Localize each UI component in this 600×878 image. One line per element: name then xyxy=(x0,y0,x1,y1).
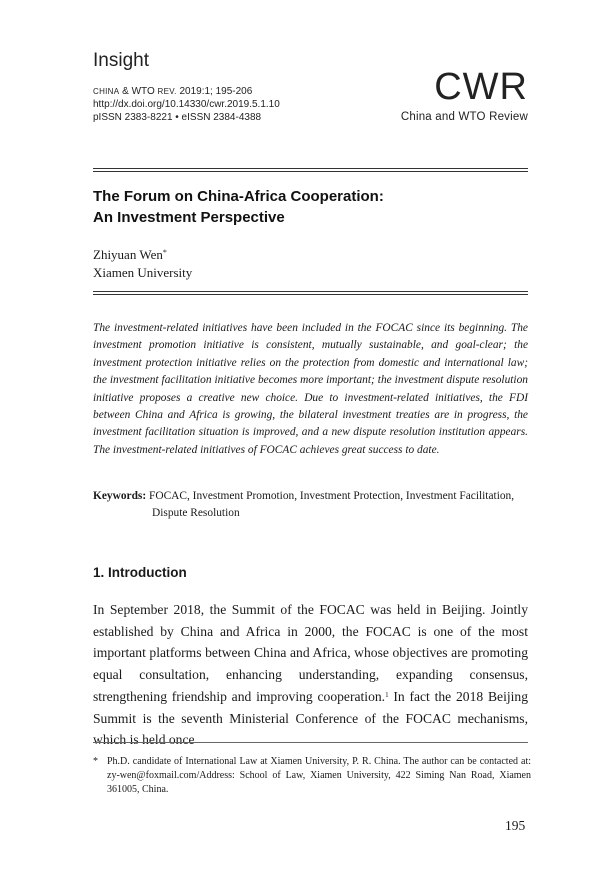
introduction-paragraph xyxy=(93,599,528,751)
journal-mid: & WTO xyxy=(119,86,158,97)
journal-issue-line xyxy=(93,85,280,98)
title-line-1: The Forum on China-Africa Cooperation: xyxy=(93,188,384,205)
abstract: The investment-related initiatives have been included in the FOCAC since its beginning. The investment promotion initiative is consistent, mutually sustainable, and goal-clear; the investment protection initiative relies on the protection from domestic and international law; the investment facilitation initiative becomes more important; the investment dispute resolution initiative proposes a creative new choice. Due to investment-related initiatives, the FDI between China and Africa is growing, the bilateral investment treaties are in progress, the investment facilitation situation is improved, and a new dispute resolution institution appears. The investment-related initiatives of FOCAC achieves great success to date. xyxy=(93,322,528,456)
keywords xyxy=(93,488,533,523)
journal-abbrev-1: CHINA xyxy=(93,87,120,96)
issn-line: pISSN 2383-8221 • eISSN 2384-4388 xyxy=(93,112,262,123)
journal-abbrev-2: REV. xyxy=(157,87,177,96)
article-title xyxy=(93,186,528,228)
author-block xyxy=(93,246,192,282)
top-double-rule xyxy=(93,168,528,172)
section-label: Insight xyxy=(93,50,149,71)
doi-link[interactable]: http://dx.doi.org/10.14330/cwr.2019.5.1.10 xyxy=(93,99,280,110)
section-heading: 1. Introduction xyxy=(93,565,187,580)
footnote xyxy=(93,755,531,797)
footnote-mark: * xyxy=(93,756,98,767)
citation-block xyxy=(93,85,280,124)
footnote-ref[interactable]: 1 xyxy=(385,690,389,699)
affiliation: Xiamen University xyxy=(93,265,193,280)
keywords-line-2: Dispute Resolution xyxy=(152,507,240,520)
author-name: Zhiyuan Wen xyxy=(93,247,163,262)
author-footnote-mark[interactable]: * xyxy=(162,248,167,257)
title-line-2: An Investment Perspective xyxy=(93,209,285,226)
journal-issue: 2019:1; 195-206 xyxy=(176,86,253,97)
middle-double-rule xyxy=(93,291,528,295)
page-number: 195 xyxy=(505,818,526,833)
intro-text-1: In September 2018, the Summit of the FOCAC was held in Beijing. Jointly established by China and Africa in 2000, the FOCAC is one of the most important platforms between China and Africa, whose objectives are promoting equal consultation, enhancing understanding, expanding consensus, strengthening friendship and improving cooperation. xyxy=(93,602,528,704)
intro-text-2: In fact the 2018 Beijing Summit is the seventh Ministerial Conference of the FOCAC mechanisms, which is held once xyxy=(93,688,528,748)
footnote-text: Ph.D. candidate of International Law at Xiamen University, P. R. China. The author can be contacted at: zy-wen@foxmail.com/Address: School of Law, Xiamen University, 422 Siming Nan Road, Xiamen 361005, China. xyxy=(107,756,531,795)
author-line xyxy=(93,246,192,264)
logo-mark: CWR xyxy=(434,66,528,108)
keywords-label: Keywords: xyxy=(93,490,147,502)
footnote-rule xyxy=(93,742,528,743)
logo-subtitle: China and WTO Review xyxy=(400,111,528,123)
keywords-line-1: FOCAC, Investment Promotion, Investment Protection, Investment Facilitation, xyxy=(146,490,515,502)
journal-logo xyxy=(386,68,528,123)
